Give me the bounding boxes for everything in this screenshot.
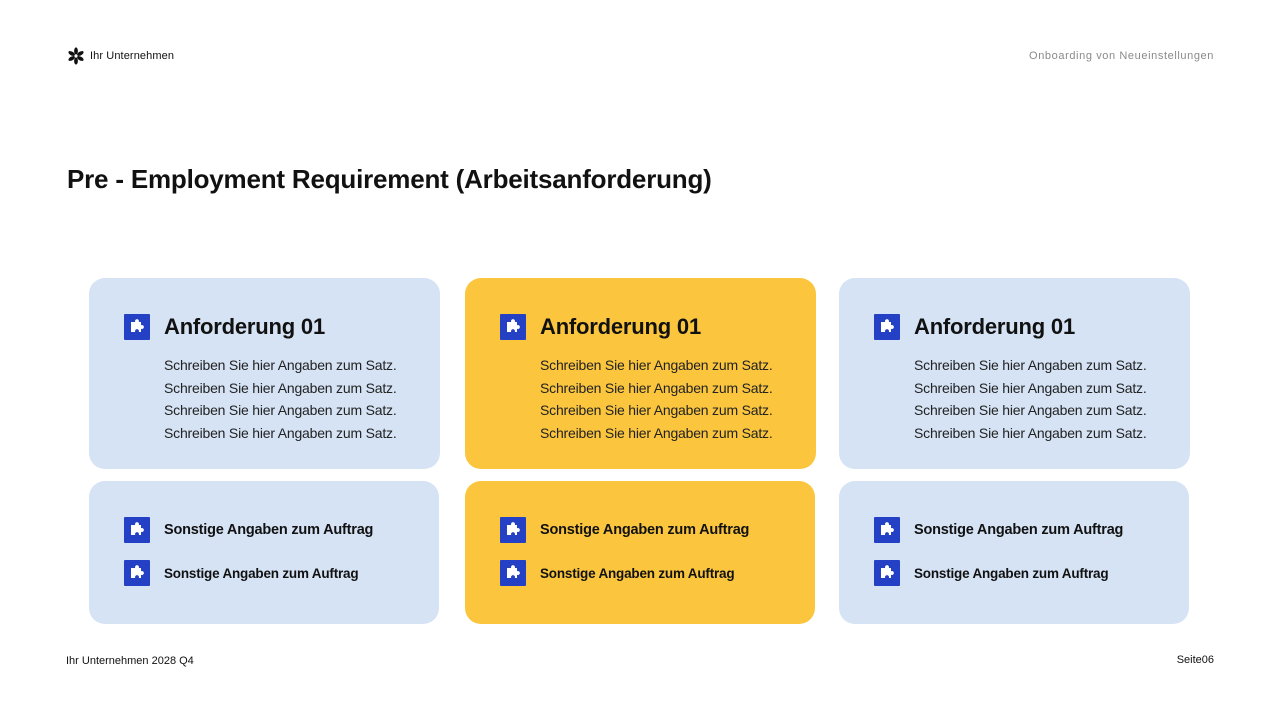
requirement-line: Schreiben Sie hier Angaben zum Satz. — [914, 424, 1147, 441]
puzzle-icon — [500, 314, 526, 340]
requirement-line: Schreiben Sie hier Angaben zum Satz. — [540, 379, 773, 396]
asterisk-logo-icon — [66, 46, 86, 66]
puzzle-icon — [124, 517, 150, 543]
company-name: Ihr Unternehmen — [90, 50, 175, 62]
puzzle-icon — [500, 560, 526, 586]
detail-label: Sonstige Angaben zum Auftrag — [164, 565, 359, 581]
page-title: Pre - Employment Requirement (Arbeitsanforderung) — [67, 164, 712, 194]
detail-label: Sonstige Angaben zum Auftrag — [164, 522, 374, 538]
details-card — [89, 481, 439, 624]
requirement-card — [89, 278, 440, 469]
requirement-title: Anforderung 01 — [164, 314, 325, 339]
footer-company-period: Ihr Unternehmen 2028 Q4 — [66, 655, 194, 667]
requirement-body — [540, 354, 816, 444]
requirement-line: Schreiben Sie hier Angaben zum Satz. — [914, 379, 1147, 396]
requirement-body — [914, 354, 1190, 444]
puzzle-icon — [874, 314, 900, 340]
requirement-line: Schreiben Sie hier Angaben zum Satz. — [164, 402, 397, 418]
requirement-header — [124, 314, 440, 340]
page-number: Seite06 — [1176, 654, 1214, 666]
detail-label: Sonstige Angaben zum Auftrag — [540, 565, 735, 581]
detail-item — [500, 560, 815, 586]
puzzle-icon — [874, 517, 900, 543]
detail-label: Sonstige Angaben zum Auftrag — [914, 565, 1109, 581]
requirement-card — [465, 278, 816, 469]
requirement-card — [839, 278, 1190, 469]
requirement-line: Schreiben Sie hier Angaben zum Satz. — [540, 424, 773, 441]
requirement-header — [500, 314, 816, 340]
requirement-header — [874, 314, 1190, 340]
requirement-line: Schreiben Sie hier Angaben zum Satz. — [164, 379, 397, 396]
detail-item — [124, 560, 439, 586]
detail-item — [874, 517, 1189, 543]
requirement-line: Schreiben Sie hier Angaben zum Satz. — [164, 357, 397, 373]
detail-item — [124, 517, 439, 543]
detail-item — [874, 560, 1189, 586]
details-card — [465, 481, 815, 624]
details-card — [839, 481, 1189, 624]
puzzle-icon — [874, 560, 900, 586]
puzzle-icon — [500, 517, 526, 543]
requirement-title: Anforderung 01 — [914, 314, 1075, 339]
requirement-body — [164, 354, 440, 444]
puzzle-icon — [124, 314, 150, 340]
detail-label: Sonstige Angaben zum Auftrag — [914, 522, 1124, 538]
detail-label: Sonstige Angaben zum Auftrag — [540, 522, 750, 538]
requirement-line: Schreiben Sie hier Angaben zum Satz. — [914, 357, 1147, 373]
puzzle-icon — [124, 560, 150, 586]
requirement-line: Schreiben Sie hier Angaben zum Satz. — [540, 402, 773, 418]
requirement-title: Anforderung 01 — [540, 314, 701, 339]
company-logo — [66, 46, 174, 66]
header-topic: Onboarding von Neueinstellungen — [1029, 50, 1214, 62]
requirement-line: Schreiben Sie hier Angaben zum Satz. — [540, 357, 773, 373]
requirement-line: Schreiben Sie hier Angaben zum Satz. — [164, 424, 397, 441]
detail-item — [500, 517, 815, 543]
requirement-line: Schreiben Sie hier Angaben zum Satz. — [914, 402, 1147, 418]
